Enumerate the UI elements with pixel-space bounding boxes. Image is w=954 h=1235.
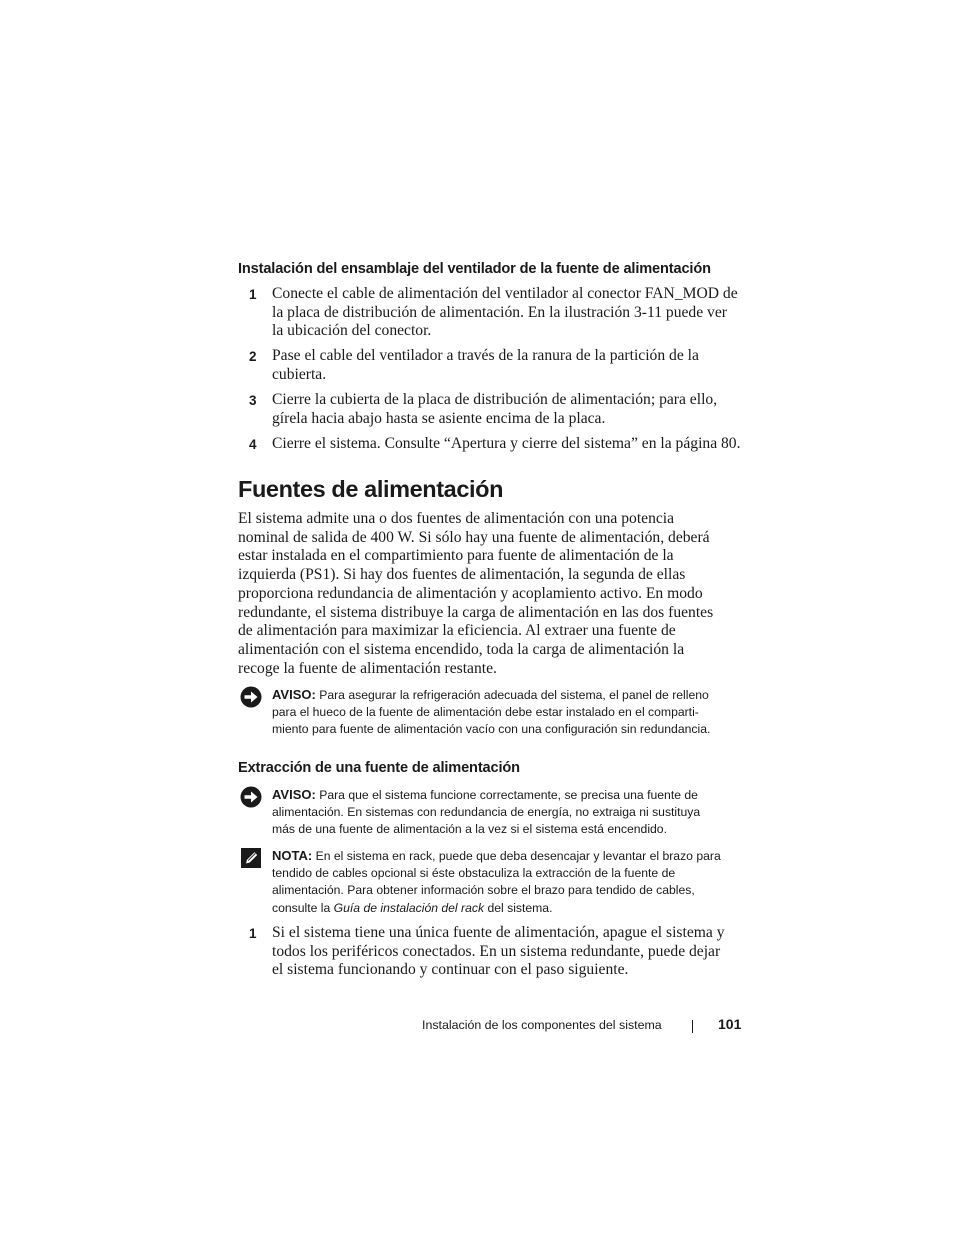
note-last-suffix: del sistema. [484,900,553,915]
text-line: El sistema admite una o dos fuentes de alimentación con una potencia [238,510,675,527]
notice-label: AVISO: [272,787,316,802]
text-line: recoge la fuente de alimentación restante. [238,659,497,677]
text-line: para el hueco de la fuente de alimentación debe estar instalado en el comparti- [272,705,699,720]
text-line: Pase el cable del ventilador a través de la ranura de la partición de la [272,347,699,364]
step-number: 2 [249,349,257,364]
step-text [272,285,738,341]
text-line [272,786,738,804]
step-number: 4 [249,437,257,452]
text-line: miento para fuente de alimentación vacío con una configuración sin redundancia. [272,722,711,737]
text-line: estar instalada en el compartimiento para fuente de alimentación de la [238,547,674,565]
note-text [272,847,738,917]
text-line [272,900,738,917]
text-line: Si el sistema tiene una única fuente de alimentación, apague el sistema y [272,924,725,941]
notice-arrow-icon [240,786,262,808]
body-paragraph [238,510,734,678]
text-line: alimentación. Para obtener información sobre el brazo para tendido de cables, [272,883,695,898]
text-line: la ubicación del conector. [272,322,432,340]
note-first-line: En el sistema en rack, puede que deba desencajar y levantar el brazo para [312,849,721,863]
guide-reference: Guía de instalación del rack [333,900,485,915]
step-text [272,924,738,980]
text-line: proporciona redundancia de alimentación y acoplamiento activo. En modo [238,584,703,602]
section-heading-power-supplies: Fuentes de alimentación [238,476,504,502]
notice-first-line: Para que el sistema funcione correctamente, se precisa una fuente de [315,788,698,802]
text-line: nominal de salida de 400 W. Si sólo hay una fuente de alimentación, deberá [238,528,710,546]
footer-divider [692,1020,693,1033]
text-line: Cierre el sistema. Consulte “Apertura y cierre del sistema” en la página 80. [272,435,741,452]
section-heading-removal: Extracción de una fuente de alimentación [238,760,520,776]
note-last-prefix: consulte la [272,900,334,915]
text-line: más de una fuente de alimentación a la vez si el sistema está encendido. [272,822,667,837]
notice-label: AVISO: [272,687,316,702]
text-line: de alimentación para maximizar la eficiencia. Al extraer una fuente de [238,622,676,640]
notice-first-line: Para asegurar la refrigeración adecuada del sistema, el panel de relleno [315,688,709,702]
step-number: 1 [249,287,257,302]
note-label: NOTA: [272,848,313,863]
text-line: Conecte el cable de alimentación del ventilador al conector FAN_MOD de [272,285,738,302]
notice-arrow-icon [240,686,262,708]
notice-text [272,786,738,839]
step-number: 1 [249,926,257,941]
text-line: redundante, el sistema distribuye la carga de alimentación en las dos fuentes [238,603,714,621]
text-line: la placa de distribución de alimentación. En la ilustración 3-11 puede ver [272,303,727,321]
section-heading-fan-install: Instalación del ensamblaje del ventilador de la fuente de alimentación [238,261,711,277]
text-line: tendido de cables opcional si éste obstaculiza la extracción de la fuente de [272,866,676,881]
text-line: cubierta. [272,365,327,383]
text-line: todos los periféricos conectados. En un sistema redundante, puede dejar [272,942,721,960]
text-line: alimentación. En sistemas con redundancia de energía, no extraiga ni sustituya [272,805,701,820]
page-number: 101 [718,1016,742,1032]
text-line [272,686,738,704]
notice-text [272,686,738,739]
text-line: el sistema funcionando y continuar con el paso siguiente. [272,961,629,979]
text-line [272,847,738,865]
step-text [272,435,741,454]
text-line: Cierre la cubierta de la placa de distribución de alimentación; para ello, [272,391,718,408]
text-line: alimentación con el sistema encendido, toda la carga de alimentación la [238,640,685,658]
text-line: izquierda (PS1). Si hay dos fuentes de alimentación, la segunda de ellas [238,566,686,584]
text-line: gírela hacia abajo hasta se asiente encima de la placa. [272,409,606,427]
footer-chapter-title: Instalación de los componentes del sistema [422,1018,662,1032]
note-pencil-icon [240,847,262,869]
step-text [272,391,738,428]
step-text [272,347,738,384]
step-number: 3 [249,393,257,408]
